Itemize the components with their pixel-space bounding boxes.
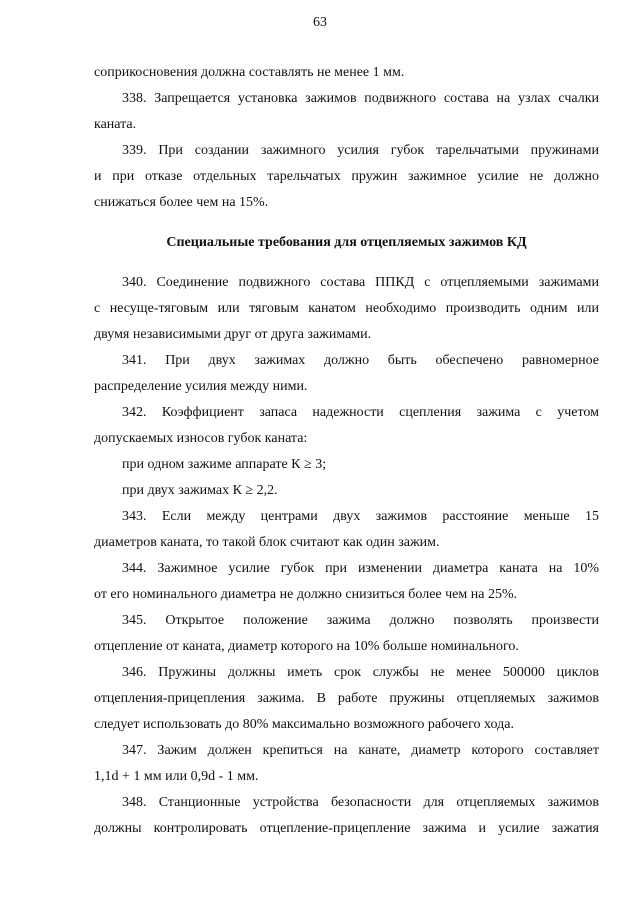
paragraph-345-line: отцепление от каната, диаметр которого на 10% больше номинального. xyxy=(94,639,519,654)
paragraph-341-line: 341. При двух зажимах должно быть обеспечено равномерное xyxy=(122,353,599,368)
page-number: 63 xyxy=(313,15,327,30)
paragraph-342-line: при одном зажиме аппарате К ≥ 3; xyxy=(122,457,327,472)
paragraph-342-line: при двух зажимах К ≥ 2,2. xyxy=(122,483,278,498)
paragraph-339-line: снижаться более чем на 15%. xyxy=(94,195,269,210)
paragraph-343-line: диаметров каната, то такой блок считают как один зажим. xyxy=(94,535,440,550)
paragraph-342-line: допускаемых износов губок каната: xyxy=(94,431,308,446)
paragraph-346-line: отцепления-прицепления зажима. В работе пружины отцепляемых зажимов xyxy=(94,691,599,706)
text-line: соприкосновения должна составлять не менее 1 мм. xyxy=(94,65,405,80)
document-body xyxy=(94,60,599,842)
paragraph-341-line: распределение усилия между ними. xyxy=(94,379,308,394)
paragraph-340-line: двумя независимыми друг от друга зажимами. xyxy=(94,327,372,342)
paragraph-342-line: 342. Коэффициент запаса надежности сцепления зажима с учетом xyxy=(122,405,599,420)
paragraph-344-line: 344. Зажимное усилие губок при изменении диаметра каната на 10% xyxy=(122,561,599,576)
paragraph-346-line: следует использовать до 80% максимально возможного рабочего хода. xyxy=(94,717,514,732)
paragraph-338-line: 338. Запрещается установка зажимов подвижного состава на узлах счалки xyxy=(122,91,599,106)
paragraph-347-line: 1,1d + 1 мм или 0,9d - 1 мм. xyxy=(94,769,259,784)
paragraph-339-line: 339. При создании зажимного усилия губок тарельчатыми пружинами xyxy=(122,143,599,158)
paragraph-339-line: и при отказе отдельных тарельчатых пружин зажимное усилие не должно xyxy=(94,169,599,184)
paragraph-340-line: с несуще-тяговым или тяговым канатом необходимо производить одним или xyxy=(94,301,599,316)
paragraph-345-line: 345. Открытое положение зажима должно позволять произвести xyxy=(122,613,599,628)
section-heading: Специальные требования для отцепляемых зажимов КД xyxy=(166,235,527,250)
paragraph-343-line: 343. Если между центрами двух зажимов расстояние меньше 15 xyxy=(122,509,599,524)
paragraph-347-line: 347. Зажим должен крепиться на канате, диаметр которого составляет xyxy=(122,743,599,758)
paragraph-340-line: 340. Соединение подвижного состава ППКД с отцепляемыми зажимами xyxy=(122,275,599,290)
paragraph-348-line: 348. Станционные устройства безопасности для отцепляемых зажимов xyxy=(122,795,599,810)
paragraph-346-line: 346. Пружины должны иметь срок службы не менее 500000 циклов xyxy=(122,665,599,680)
paragraph-348-line: должны контролировать отцепление-прицепление зажима и усилие зажатия xyxy=(94,821,599,836)
paragraph-338-line: каната. xyxy=(94,117,137,132)
paragraph-344-line: от его номинального диаметра не должно снизиться более чем на 25%. xyxy=(94,587,518,602)
